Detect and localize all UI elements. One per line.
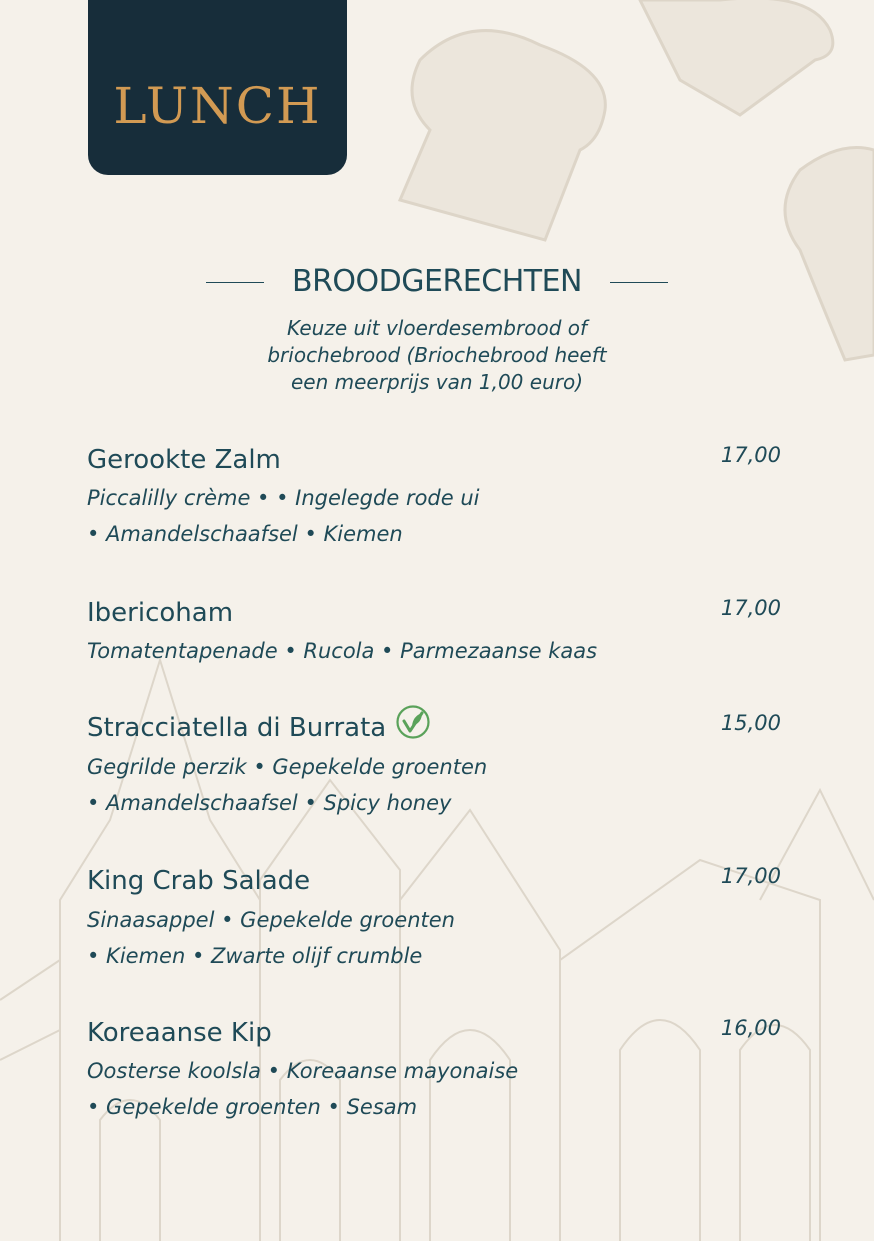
dish-description: Sinaasappel • Gepekelde groenten xyxy=(87,908,455,932)
dish-price: 15,00 xyxy=(720,711,781,735)
dish-description: Piccalilly crème • • Ingelegde rode ui xyxy=(87,486,480,510)
dish-name: Ibericoham xyxy=(87,598,234,628)
divider-left xyxy=(206,282,264,283)
section-title: BROODGERECHTEN xyxy=(292,264,582,299)
dish-price: 17,00 xyxy=(720,443,781,467)
dish-description: • Kiemen • Zwarte olijf crumble xyxy=(87,944,423,968)
dish-description: Oosterse koolsla • Koreaanse mayonaise xyxy=(87,1059,519,1083)
section-header xyxy=(206,262,668,302)
section-subtitle-line: een meerprijs van 1,00 euro) xyxy=(290,370,584,394)
dish-description: Tomatentapenade • Rucola • Parmezaanse kaas xyxy=(87,639,598,663)
dish-name: Koreaanse Kip xyxy=(87,1018,272,1048)
dish-description: • Amandelschaafsel • Kiemen xyxy=(87,522,403,546)
lunch-tab xyxy=(88,0,347,175)
dish-price: 17,00 xyxy=(720,864,781,888)
dish-name: Stracciatella di Burrata xyxy=(87,713,387,743)
section-subtitle xyxy=(232,315,642,396)
dish-description: • Gepekelde groenten • Sesam xyxy=(87,1095,418,1119)
dish-name: Gerookte Zalm xyxy=(87,445,281,475)
divider-right xyxy=(610,282,668,283)
dish-name: King Crab Salade xyxy=(87,866,311,896)
dish-price: 17,00 xyxy=(720,596,781,620)
vegetarian-leaf-icon xyxy=(395,704,431,740)
section-subtitle-line: Keuze uit vloerdesembrood of xyxy=(286,316,588,340)
dish-description: Gegrilde perzik • Gepekelde groenten xyxy=(87,755,488,779)
section-subtitle-line: briochebrood (Briochebrood heeft xyxy=(267,343,607,367)
bread-slice-illustration xyxy=(400,0,874,360)
lunch-title: LUNCH xyxy=(113,77,322,135)
dish-description: • Amandelschaafsel • Spicy honey xyxy=(87,791,452,815)
dish-price: 16,00 xyxy=(720,1016,781,1040)
